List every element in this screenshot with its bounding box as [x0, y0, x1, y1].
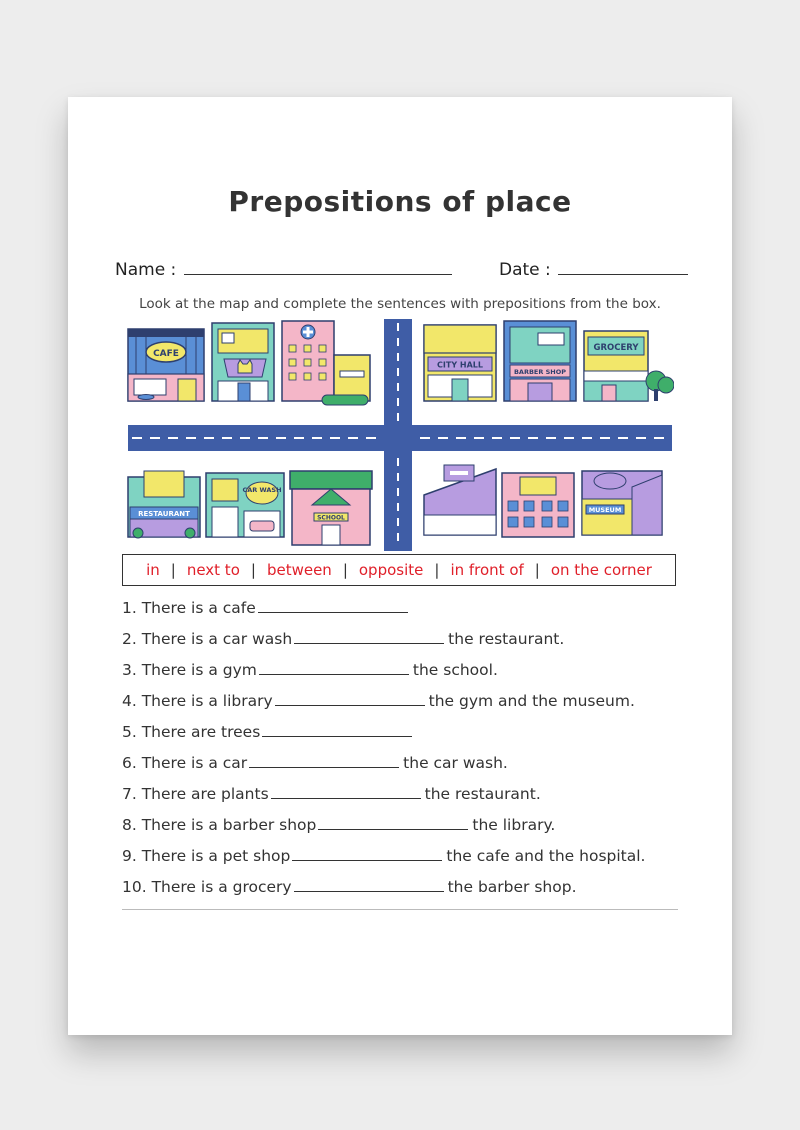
barber-shop-sign: BARBER SHOP [513, 368, 567, 376]
answer-blank[interactable] [292, 845, 442, 861]
sentence-3: 3. There is a gym the school. [122, 661, 498, 679]
sentence-list [122, 596, 682, 906]
city-hall-building [424, 325, 496, 401]
word-in: in [146, 561, 160, 579]
date-line[interactable] [558, 260, 688, 275]
word-opposite: opposite [358, 561, 424, 579]
date-field[interactable] [499, 260, 688, 280]
town-map [126, 319, 674, 551]
car-wash-sign: CAR WASH [242, 486, 282, 494]
sentence-9: 9. There is a pet shop the cafe and the hospital. [122, 847, 646, 865]
restaurant-building [128, 471, 200, 538]
museum-building [582, 471, 662, 535]
answer-blank[interactable] [294, 628, 444, 644]
car [250, 521, 274, 531]
sentence-10: 10. There is a grocery the barber shop. [122, 878, 577, 896]
hospital-building [282, 321, 370, 405]
sentence-5: 5. There are trees [122, 720, 682, 751]
restaurant-sign: RESTAURANT [138, 510, 190, 518]
answer-blank[interactable] [259, 659, 409, 675]
name-line[interactable] [184, 260, 452, 275]
city-hall-sign: CITY HALL [437, 360, 483, 370]
word-on-the-corner: on the corner [550, 561, 652, 579]
answer-blank[interactable] [258, 597, 408, 613]
answer-blank[interactable] [262, 721, 412, 737]
sentence-7: 7. There are plants the restaurant. [122, 785, 541, 803]
cafe-building [128, 329, 204, 401]
museum-sign: MUSEUM [588, 506, 622, 514]
answer-blank[interactable] [249, 752, 399, 768]
sentence-4: 4. There is a library the gym and the museum. [122, 692, 635, 710]
word-box: in | next to | between | opposite | in front of | on the corner [122, 554, 676, 586]
sentence-8: 8. There is a barber shop the library. [122, 816, 556, 834]
sentence-1: 1. There is a cafe [122, 596, 682, 627]
gym-building [424, 465, 496, 535]
cafe-sign: CAFE [153, 349, 179, 359]
grocery-sign: GROCERY [593, 343, 639, 353]
date-label: Date : [499, 260, 551, 280]
answer-blank[interactable] [294, 876, 444, 892]
sentence-2: 2. There is a car wash the restaurant. [122, 630, 565, 648]
sentence-6: 6. There is a car the car wash. [122, 754, 508, 772]
school-sign: SCHOOL [317, 514, 345, 522]
bottom-divider [122, 909, 678, 910]
instruction-text: Look at the map and complete the sentences with prepositions from the box. [139, 296, 661, 312]
page-title: Prepositions of place [228, 185, 572, 218]
word-next-to: next to [186, 561, 240, 579]
library-building [502, 473, 574, 537]
word-between: between [266, 561, 332, 579]
car-wash-building [206, 473, 284, 537]
worksheet-page [68, 97, 732, 1035]
answer-blank[interactable] [271, 783, 421, 799]
word-in-front-of: in front of [450, 561, 524, 579]
answer-blank[interactable] [275, 690, 425, 706]
name-field[interactable] [115, 260, 452, 280]
barber-shop-building [504, 321, 576, 401]
grocery-building [584, 331, 674, 401]
school-building [290, 471, 372, 545]
pet-shop-building [212, 323, 274, 401]
name-label: Name : [115, 260, 177, 280]
answer-blank[interactable] [318, 814, 468, 830]
